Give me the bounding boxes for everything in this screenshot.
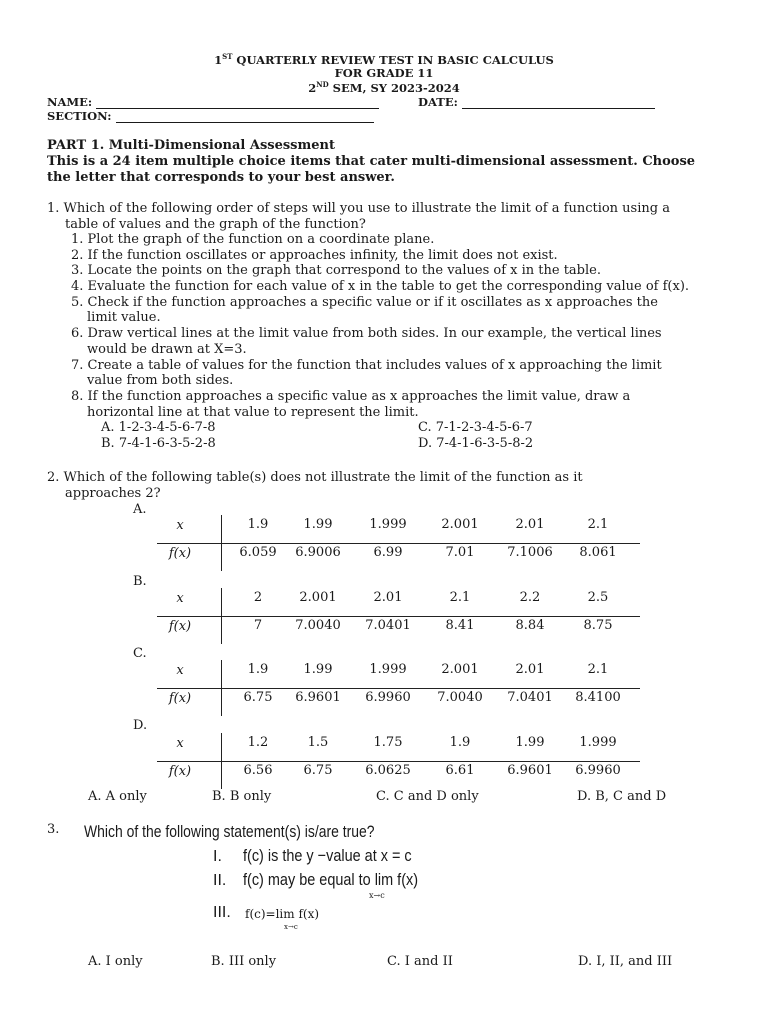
table-x-label: x — [176, 518, 184, 533]
q3-statement-iii-limit-subscript: x→c — [284, 923, 298, 931]
table-fx-cell: 8.41 — [445, 618, 475, 633]
table-fx-label: f(x) — [168, 619, 192, 634]
table-fx-label: f(x) — [168, 691, 192, 706]
table-fx-cell: 6.75 — [303, 763, 333, 778]
q3-choice-a[interactable]: A. I only — [88, 954, 143, 969]
table-x-cell: 1.99 — [303, 517, 333, 532]
q2-choice-c[interactable]: C. C and D only — [376, 789, 479, 804]
q3-statement-ii: f(c) may be equal to lim f(x) — [243, 870, 419, 889]
q1-step: 4. Evaluate the function for each value of x in the table to get the corresponding value of f(x). — [71, 279, 690, 294]
table-fx-cell: 6.0625 — [365, 763, 411, 778]
table-x-cell: 2.5 — [587, 590, 609, 605]
q2-choice-d[interactable]: D. B, C and D — [577, 789, 667, 804]
table-x-cell: 2.1 — [587, 662, 609, 677]
q1-step: 2. If the function oscillates or approaches infinity, the limit does not exist. — [71, 248, 558, 263]
table-fx-cell: 7.0040 — [437, 690, 483, 705]
table-x-cell: 2 — [253, 590, 263, 605]
q1-step-cont: value from both sides. — [87, 373, 234, 388]
q2-stem-2: approaches 2? — [65, 486, 161, 501]
part1-instructions-2: the letter that corresponds to your best answer. — [47, 170, 395, 185]
table-divider — [157, 761, 640, 762]
section-blank[interactable] — [116, 122, 374, 123]
table-fx-cell: 8.75 — [583, 618, 613, 633]
semester-line: 2ND SEM, SY 2023-2024 — [308, 80, 460, 95]
section-field: SECTION: — [47, 109, 374, 123]
table-x-cell: 2.01 — [515, 662, 545, 677]
table-x-cell: 1.999 — [369, 517, 407, 532]
table-x-cell: 2.2 — [519, 590, 541, 605]
test-title: 1ST QUARTERLY REVIEW TEST IN BASIC CALCULUS — [214, 52, 554, 67]
grade-line: FOR GRADE 11 — [334, 66, 434, 80]
q1-step-cont: limit value. — [87, 310, 161, 325]
table-x-cell: 2.1 — [449, 590, 471, 605]
table-divider — [221, 733, 222, 789]
table-x-cell: 1.99 — [303, 662, 333, 677]
table-fx-cell: 6.56 — [243, 763, 273, 778]
table-fx-cell: 8.4100 — [575, 690, 621, 705]
table-fx-cell: 6.9601 — [507, 763, 553, 778]
table-divider — [157, 616, 640, 617]
table-x-cell: 1.999 — [579, 735, 617, 750]
date-field: DATE: — [418, 95, 655, 109]
q3-stem: Which of the following statement(s) is/are true? — [84, 822, 375, 841]
table-x-cell: 1.99 — [515, 735, 545, 750]
q1-step: 3. Locate the points on the graph that correspond to the values of x in the table. — [71, 263, 601, 278]
table-fx-cell: 7.1006 — [507, 545, 553, 560]
part1-instructions-1: This is a 24 item multiple choice items that cater multi-dimensional assessment. Choose — [47, 154, 696, 169]
table-x-cell: 1.75 — [373, 735, 403, 750]
table-fx-cell: 7 — [253, 618, 263, 633]
table-divider — [221, 588, 222, 644]
q1-step: 7. Create a table of values for the function that includes values of x approaching the limit — [71, 358, 662, 373]
q2-choice-a[interactable]: A. A only — [88, 789, 147, 804]
table-fx-cell: 6.9601 — [295, 690, 341, 705]
table-x-cell: 1.9 — [449, 735, 471, 750]
table-x-label: x — [176, 663, 184, 678]
q2-table — [157, 588, 640, 644]
table-x-label: x — [176, 591, 184, 606]
table-divider — [157, 543, 640, 544]
table-fx-cell: 7.0040 — [295, 618, 341, 633]
table-x-cell: 1.9 — [247, 517, 269, 532]
table-fx-label: f(x) — [168, 546, 192, 561]
q2-table — [157, 515, 640, 571]
q3-statement-iii: f(c)=lim f(x) — [245, 907, 320, 921]
table-fx-cell: 6.059 — [239, 545, 277, 560]
q1-step: 1. Plot the graph of the function on a coordinate plane. — [71, 232, 435, 247]
q2-table-letter: C. — [133, 646, 147, 661]
table-x-cell: 1.9 — [247, 662, 269, 677]
q2-table — [157, 660, 640, 716]
q1-stem-2: table of values and the graph of the function? — [65, 217, 366, 232]
q1-choice-b[interactable]: B. 7-4-1-6-3-5-2-8 — [101, 436, 216, 451]
table-divider — [157, 688, 640, 689]
q3-statement-ii-number: II. — [213, 872, 227, 889]
table-x-cell: 2.001 — [441, 517, 479, 532]
table-x-cell: 1.5 — [307, 735, 329, 750]
table-x-cell: 1.999 — [369, 662, 407, 677]
q1-step: 5. Check if the function approaches a specific value or if it oscillates as x approaches the — [71, 295, 658, 310]
q3-statement-ii-limit-subscript: x→c — [369, 891, 385, 900]
q3-choice-b[interactable]: B. III only — [211, 954, 277, 969]
q1-choice-c[interactable]: C. 7-1-2-3-4-5-6-7 — [418, 420, 533, 435]
q2-stem-1: 2. Which of the following table(s) does not illustrate the limit of the function as it — [47, 470, 583, 485]
table-x-cell: 2.001 — [299, 590, 337, 605]
table-divider — [221, 515, 222, 571]
part1-title: PART 1. Multi-Dimensional Assessment — [47, 138, 335, 153]
q2-choice-b[interactable]: B. B only — [212, 789, 272, 804]
table-fx-cell: 6.99 — [373, 545, 403, 560]
table-x-cell: 2.001 — [441, 662, 479, 677]
table-x-cell: 2.01 — [515, 517, 545, 532]
table-x-cell: 2.1 — [587, 517, 609, 532]
q3-statement-i-number: I. — [213, 848, 222, 865]
q1-stem-1: 1. Which of the following order of steps will you use to illustrate the limit of a function using a — [47, 201, 670, 216]
table-x-cell: 2.01 — [373, 590, 403, 605]
q3-choice-c[interactable]: C. I and II — [387, 954, 453, 969]
q3-statement-i: f(c) is the y −value at x = c — [243, 846, 412, 865]
date-blank[interactable] — [462, 108, 655, 109]
q2-table-letter: B. — [133, 574, 147, 589]
table-x-cell: 1.2 — [247, 735, 269, 750]
q3-number: 3. — [47, 822, 60, 837]
q1-step: 8. If the function approaches a specific value as x approaches the limit value, draw a — [71, 389, 631, 404]
table-fx-cell: 7.01 — [445, 545, 475, 560]
table-fx-cell: 8.84 — [515, 618, 545, 633]
table-fx-cell: 7.0401 — [507, 690, 553, 705]
table-fx-cell: 6.9960 — [365, 690, 411, 705]
q1-step: 6. Draw vertical lines at the limit value from both sides. In our example, the vertical lines — [71, 326, 662, 341]
q3-choice-d[interactable]: D. I, II, and III — [578, 954, 673, 969]
q1-step-cont: would be drawn at X=3. — [87, 342, 247, 357]
name-field: NAME: — [47, 95, 379, 109]
table-fx-cell: 6.9006 — [295, 545, 341, 560]
q2-table-letter: A. — [133, 502, 147, 517]
table-x-label: x — [176, 736, 184, 751]
q1-step-cont: horizontal line at that value to represent the limit. — [87, 405, 419, 420]
table-fx-cell: 8.061 — [579, 545, 617, 560]
q2-table — [157, 733, 640, 789]
table-fx-cell: 6.75 — [243, 690, 273, 705]
q1-choice-a[interactable]: A. 1-2-3-4-5-6-7-8 — [101, 420, 216, 435]
q2-table-letter: D. — [133, 718, 148, 733]
table-fx-cell: 6.9960 — [575, 763, 621, 778]
table-divider — [221, 660, 222, 716]
table-fx-cell: 7.0401 — [365, 618, 411, 633]
table-fx-cell: 6.61 — [445, 763, 475, 778]
table-fx-label: f(x) — [168, 764, 192, 779]
q1-choice-d[interactable]: D. 7-4-1-6-3-5-8-2 — [418, 436, 534, 451]
q3-statement-iii-number: III. — [213, 904, 231, 921]
